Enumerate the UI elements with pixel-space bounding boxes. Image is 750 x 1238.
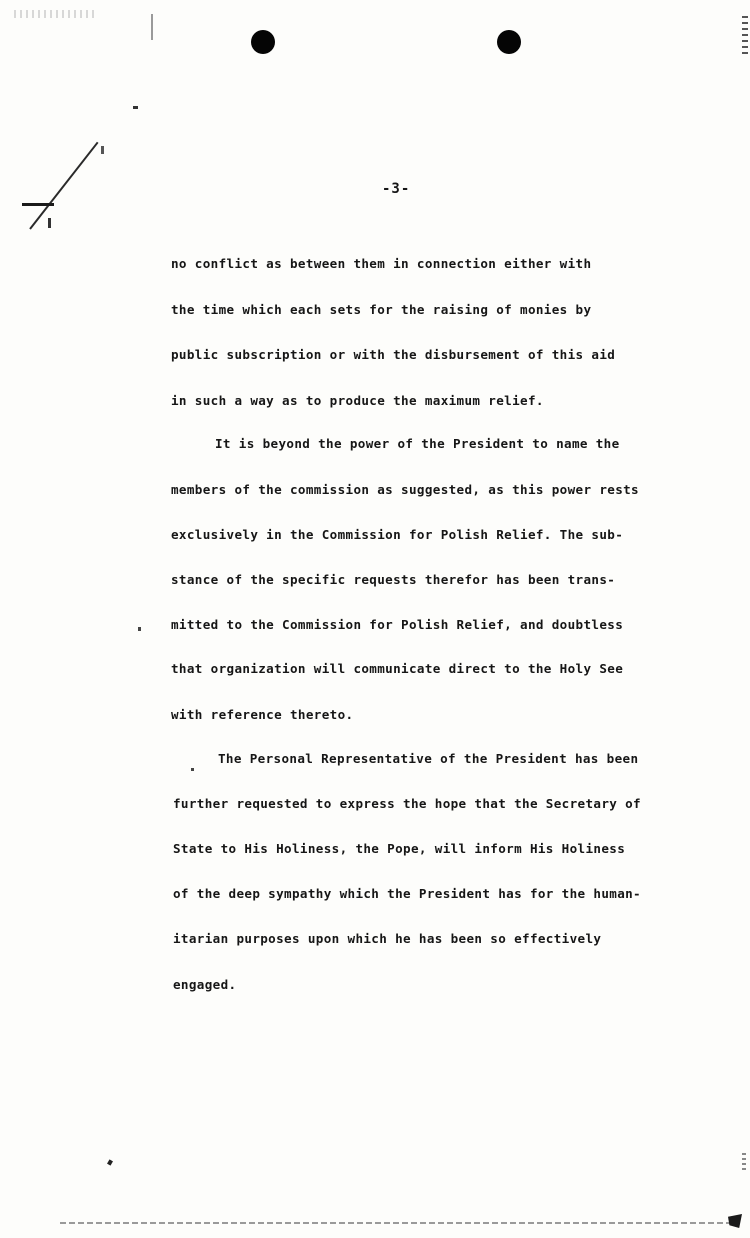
page-number: -3- [382, 181, 411, 197]
scan-speck [133, 106, 138, 109]
text-line: It is beyond the power of the President to name the [215, 436, 620, 451]
text-line: no conflict as between them in connection either with [171, 256, 592, 271]
scan-bottom-edge [60, 1222, 740, 1224]
scan-mark-right-edge [742, 14, 748, 54]
text-line: in such a way as to produce the maximum relief. [171, 393, 544, 408]
scan-noise-top [14, 10, 94, 18]
text-line: stance of the specific requests therefor has been trans- [171, 572, 616, 587]
punch-hole-left [251, 30, 275, 54]
text-line: itarian purposes upon which he has been so effectively [173, 931, 602, 946]
scan-speck [101, 146, 104, 154]
text-line: mitted to the Commission for Polish Relief, and doubtless [171, 617, 624, 632]
punch-hole-right [497, 30, 521, 54]
text-line: engaged. [173, 977, 237, 992]
text-line: State to His Holiness, the Pope, will inform His Holiness [173, 841, 626, 856]
scan-speck [138, 627, 141, 631]
text-line: with reference thereto. [171, 707, 354, 722]
scan-mark-left [22, 203, 54, 206]
text-line: of the deep sympathy which the President has for the human- [173, 886, 641, 901]
scan-speck [107, 1159, 113, 1165]
scan-mark-right-lower [742, 1150, 746, 1170]
text-line: members of the commission as suggested, as this power rests [171, 482, 639, 497]
text-line: The Personal Representative of the President has been [218, 751, 639, 766]
text-line: that organization will communicate direct to the Holy See [171, 661, 624, 676]
scan-corner-mark [728, 1214, 742, 1228]
scan-mark-top [151, 14, 153, 40]
text-line: further requested to express the hope that the Secretary of [173, 796, 641, 811]
scan-diagonal-stroke [29, 142, 98, 230]
scan-mark-left-small [48, 218, 51, 228]
scan-speck [191, 768, 194, 771]
text-line: exclusively in the Commission for Polish Relief. The sub- [171, 527, 624, 542]
text-line: the time which each sets for the raising of monies by [171, 302, 592, 317]
text-line: public subscription or with the disbursement of this aid [171, 347, 616, 362]
